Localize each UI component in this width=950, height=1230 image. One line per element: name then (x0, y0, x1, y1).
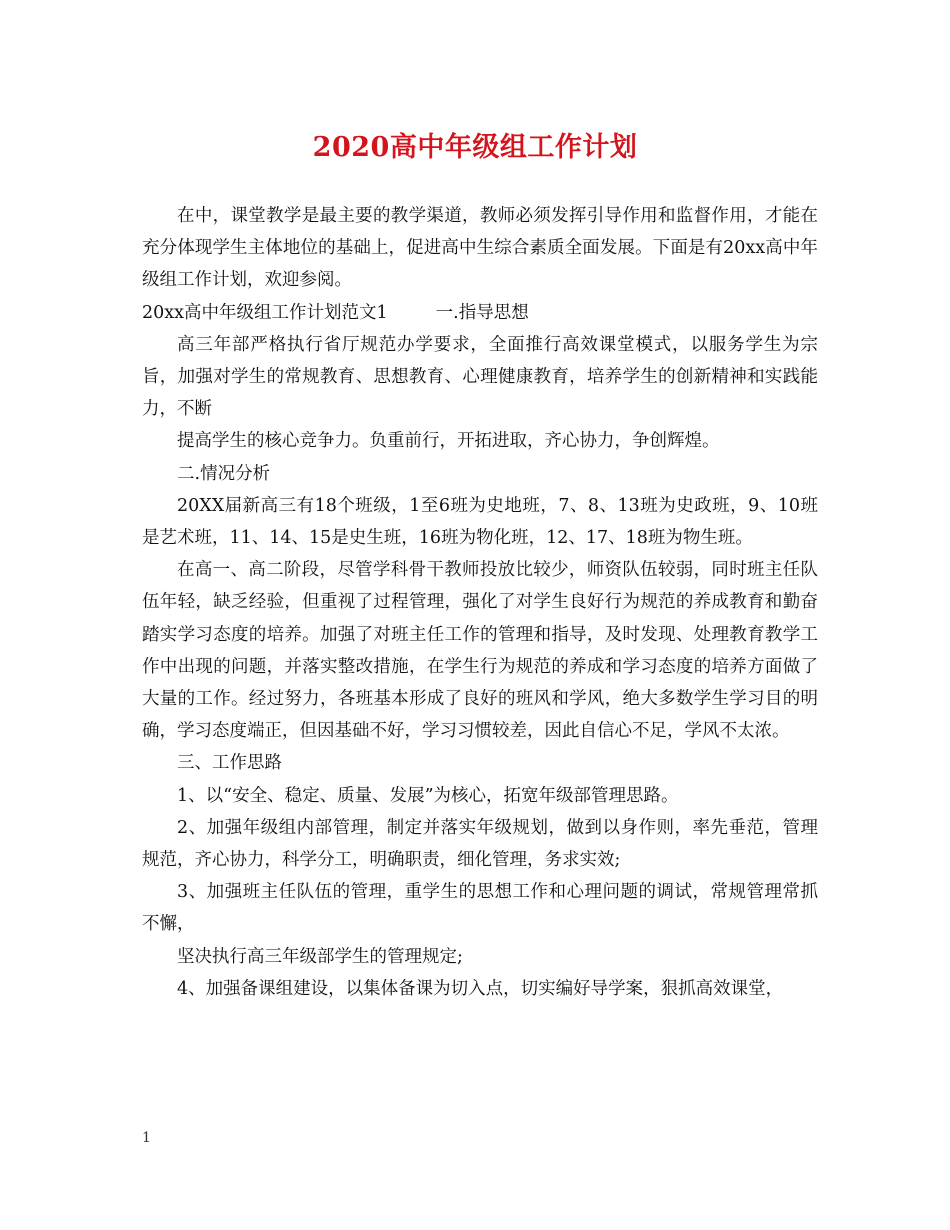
intro-paragraph: 在中，课堂教学是最主要的教学渠道，教师必须发挥引导作用和监督作用，才能在充分体现学生主体地位的基础上，促进高中生综合素质全面发展。下面是有20xx高中年级组工作计划，欢迎参阅。 (142, 206, 818, 291)
list-item: 3、加强班主任队伍的管理，重学生的思想工作和心理问题的调试，常规管理常抓不懈， (142, 882, 818, 935)
list-item: 4、加强备课组建设，以集体备课为切入点，切实编好导学案，狠抓高效课堂， (177, 978, 784, 999)
page-number: 1 (142, 1130, 151, 1146)
list-item: 2、加强年级组内部管理，制定并落实年级规划，做到以身作则，率先垂范，管理规范，齐心协力，科学分工，明确职责，细化管理，务求实效; (142, 817, 818, 871)
section-line (142, 297, 818, 329)
sample-label: 20xx高中年级组工作计划范文1 (142, 302, 388, 323)
paragraph: 提高学生的核心竞争力。负重前行，开拓进取，齐心协力，争创辉煌。 (177, 431, 720, 452)
document-body (142, 200, 818, 1005)
paragraph: 20XX届新高三有18个班级，1至6班为史地班，7、8、13班为史政班，9、10班是艺术班，11、14、15是史生班，16班为物化班，12、17、18班为物生班。 (142, 495, 818, 549)
section-heading: 三、工作思路 (177, 753, 282, 774)
document-title: 2020高中年级组工作计划 (312, 132, 638, 163)
section-heading-guiding: 一.指导思想 (435, 302, 529, 323)
section-heading: 二.情况分析 (177, 463, 271, 484)
paragraph: 高三年部严格执行省厅规范办学要求，全面推行高效课堂模式，以服务学生为宗旨，加强对学生的常规教育、思想教育、心理健康教育，培养学生的创新精神和实践能力，不断 (142, 334, 818, 420)
list-item: 1、以“安全、稳定、质量、发展”为核心，拓宽年级部管理思路。 (177, 785, 679, 806)
paragraph: 在高一、高二阶段，尽管学科骨干教师投放比较少，师资队伍较弱，同时班主任队伍年轻，缺乏经验，但重视了过程管理，强化了对学生良好行为规范的养成教育和勤奋踏实学习态度的培养。加强了对班主任工作的管理和指导，及时发现、处理教育教学工作中出现的问题，并落实整改措施，在学生行为规范的养成和学习态度的培养方面做了大量的工作。经过努力，各班基本形成了良好的班风和学风，绝大多数学生学习目的明确，学习态度端正，但因基础不好，学习习惯较差，因此自信心不足，学风不太浓。 (142, 560, 818, 742)
list-item-continuation: 坚决执行高三年级部学生的管理规定; (177, 946, 463, 967)
